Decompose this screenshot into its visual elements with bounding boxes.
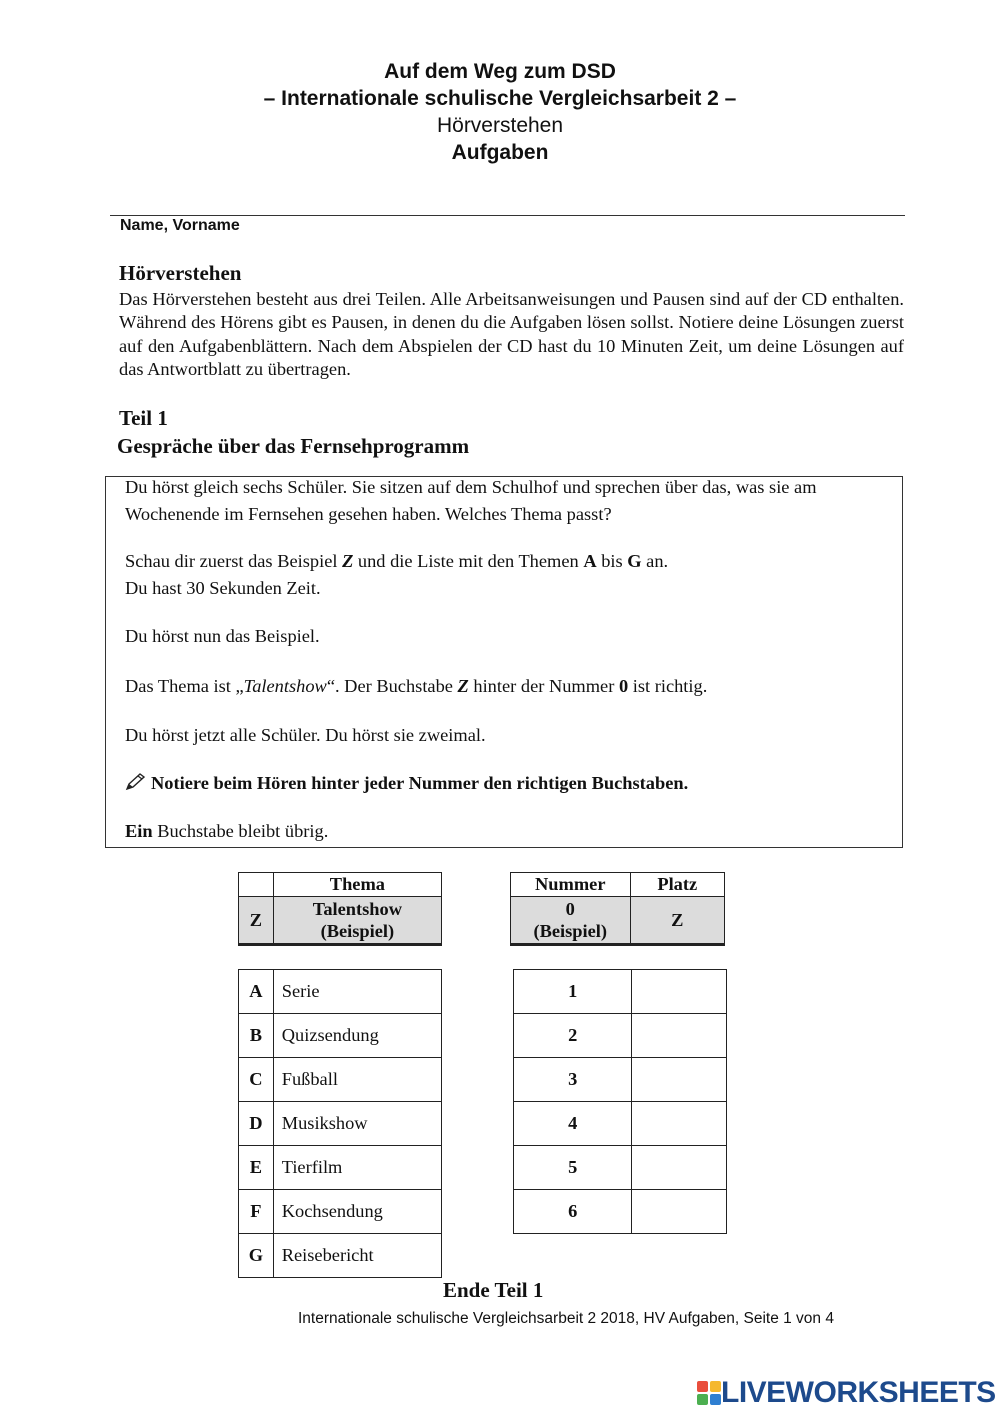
liveworksheets-icon xyxy=(697,1381,721,1405)
document-title: Auf dem Weg zum DSD xyxy=(384,60,616,83)
document-subtitle: – Internationale schulische Vergleichsarbeit 2 – xyxy=(263,87,737,110)
answer-header-place: Platz xyxy=(630,873,724,897)
topic-name: Reisebericht xyxy=(273,1234,441,1278)
table-row xyxy=(239,1190,442,1234)
answer-number: 6 xyxy=(514,1190,632,1234)
answer-input-cell[interactable] xyxy=(632,1058,727,1102)
table-row xyxy=(239,1014,442,1058)
name-field-label: Name, Vorname xyxy=(120,217,240,234)
document-subject: Hörverstehen xyxy=(436,114,564,137)
topic-letter: F xyxy=(239,1190,274,1234)
example-number: 0 (Beispiel) xyxy=(511,897,631,945)
intro-paragraph: Das Hörverstehen besteht aus drei Teilen. Alle Arbeitsanweisungen und Pausen sind auf der CD enthalten. Während des Hörens gibt es Pausen, in denen du die Aufgaben lösen sollst. Notiere deine Lösungen zuerst auf den Aufgabenblättern. Nach dem Abspielen der CD hast du 10 Minuten Zeit, um deine Lösungen auf das Antwortblatt zu übertragen. xyxy=(119,289,904,379)
answer-input-cell[interactable] xyxy=(632,1014,727,1058)
answer-input-cell[interactable] xyxy=(632,970,727,1014)
part1-title: Gespräche über das Fernsehprogramm xyxy=(117,434,470,458)
part1-end: Ende Teil 1 xyxy=(443,1278,544,1302)
topics-table xyxy=(238,969,442,1278)
topic-name: Fußball xyxy=(273,1058,441,1102)
instruction-line-7: Du hörst jetzt alle Schüler. Du hörst sie zweimal. xyxy=(125,725,486,745)
instruction-line-1: Du hörst gleich sechs Schüler. Sie sitzen auf dem Schulhof und sprechen über das, was sie am xyxy=(125,477,817,497)
pencil-icon xyxy=(125,773,147,791)
topic-letter: A xyxy=(239,970,274,1014)
example-place: Z xyxy=(630,897,724,945)
example-letter: Z xyxy=(239,897,274,945)
topic-name: Kochsendung xyxy=(273,1190,441,1234)
topic-letter: G xyxy=(239,1234,274,1278)
liveworksheets-wordmark: LIVEWORKSHEETS xyxy=(721,1376,996,1409)
answer-number: 2 xyxy=(514,1014,632,1058)
answer-example-table xyxy=(510,872,725,946)
intro-heading: Hörverstehen xyxy=(119,261,242,285)
answer-input-cell[interactable] xyxy=(632,1102,727,1146)
table-row xyxy=(239,1146,442,1190)
topic-name: Serie xyxy=(273,970,441,1014)
table-row xyxy=(514,1146,727,1190)
instruction-line-4: Du hast 30 Sekunden Zeit. xyxy=(125,578,321,598)
answer-input-cell[interactable] xyxy=(632,1190,727,1234)
topic-letter: D xyxy=(239,1102,274,1146)
table-row xyxy=(514,1058,727,1102)
answer-number: 3 xyxy=(514,1058,632,1102)
answer-number: 1 xyxy=(514,970,632,1014)
topics-header: Thema xyxy=(273,873,441,897)
example-topic: Talentshow (Beispiel) xyxy=(273,897,441,945)
part1-heading: Teil 1 xyxy=(119,406,168,430)
topic-name: Musikshow xyxy=(273,1102,441,1146)
topic-name: Quizsendung xyxy=(273,1014,441,1058)
instruction-line-2: Wochenende im Fernsehen gesehen haben. Welches Thema passt? xyxy=(125,504,612,524)
page-footer: Internationale schulische Vergleichsarbeit 2 2018, HV Aufgaben, Seite 1 von 4 xyxy=(298,1310,834,1327)
name-input-line[interactable] xyxy=(110,215,905,216)
liveworksheets-logo xyxy=(697,1376,996,1410)
table-row xyxy=(514,970,727,1014)
topics-header-blank xyxy=(239,873,274,897)
table-row xyxy=(514,1102,727,1146)
answer-input-cell[interactable] xyxy=(632,1146,727,1190)
table-row xyxy=(514,1190,727,1234)
topic-name: Tierfilm xyxy=(273,1146,441,1190)
instruction-line-5: Du hörst nun das Beispiel. xyxy=(125,626,320,646)
document-type: Aufgaben xyxy=(451,141,549,164)
table-row xyxy=(239,1234,442,1278)
table-row xyxy=(239,1058,442,1102)
instruction-line-6: Das Thema ist „Talentshow“. Der Buchstabe Z hinter der Nummer 0 ist richtig. xyxy=(125,676,708,696)
table-row xyxy=(239,1102,442,1146)
topics-example-table xyxy=(238,872,442,946)
answer-number: 4 xyxy=(514,1102,632,1146)
instruction-line-9: Ein Buchstabe bleibt übrig. xyxy=(125,821,329,841)
topic-letter: B xyxy=(239,1014,274,1058)
table-row xyxy=(514,1014,727,1058)
answer-number: 5 xyxy=(514,1146,632,1190)
instruction-line-3: Schau dir zuerst das Beispiel Z und die Liste mit den Themen A bis G an. xyxy=(125,551,669,571)
topic-letter: E xyxy=(239,1146,274,1190)
answer-header-number: Nummer xyxy=(511,873,631,897)
answer-table xyxy=(513,969,727,1234)
topic-letter: C xyxy=(239,1058,274,1102)
instruction-line-8: Notiere beim Hören hinter jeder Nummer den richtigen Buchstaben. xyxy=(125,773,688,794)
table-row xyxy=(239,970,442,1014)
